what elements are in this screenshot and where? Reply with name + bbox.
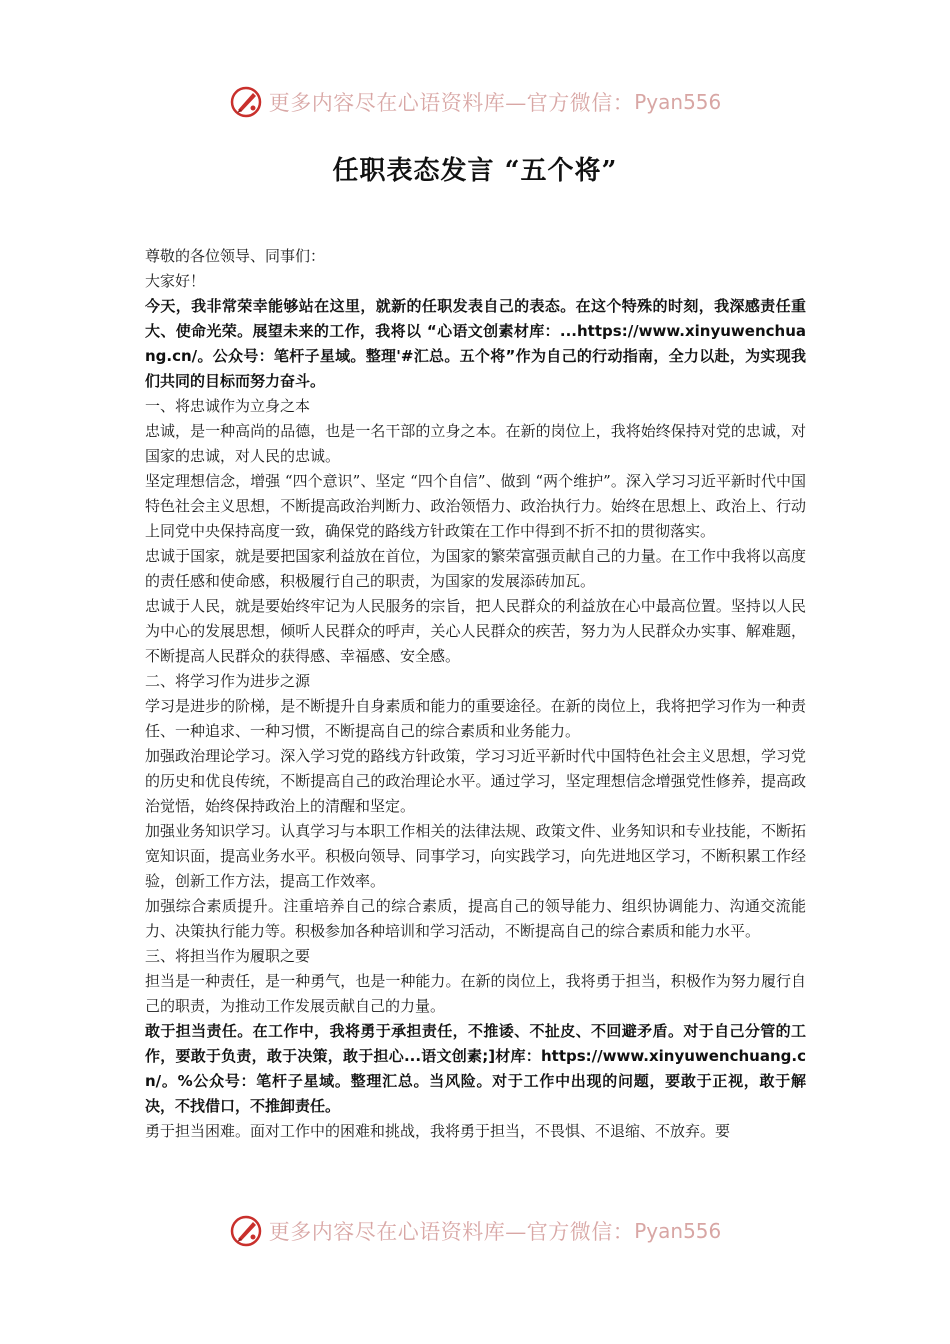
paragraph: 忠诚于国家，就是要把国家利益放在首位，为国家的繁荣富强贡献自己的力量。在工作中我将以高度的责任感和使命感，积极履行自己的职责，为国家的发展添砖加瓦。 xyxy=(145,547,806,590)
section-heading-2: 二、将学习作为进步之源 xyxy=(145,672,311,690)
paragraph: 勇于担当困难。面对工作中的困难和挑战，我将勇于担当，不畏惧、不退缩、不放弃。要 xyxy=(145,1122,731,1140)
paragraph: 加强政治理论学习。深入学习党的路线方针政策，学习习近平新时代中国特色社会主义思想，学习党的历史和优良传统，不断提高自己的政治理论水平。通过学习，坚定理想信念增强党性修养，提高政治觉悟，始终保持政治上的清醒和坚定。 xyxy=(145,747,806,815)
watermark-wechat-id: Pyan556 xyxy=(634,1219,722,1243)
section-heading-1: 一、将忠诚作为立身之本 xyxy=(145,397,311,415)
paragraph: 忠诚于人民，就是要始终牢记为人民服务的宗旨，把人民群众的利益放在心中最高位置。坚持以人民为中心的发展思想，倾听人民群众的呼声，关心人民群众的疾苦，努力为人民群众办实事、解难题，不断提高人民群众的获得感、幸福感、安全感。 xyxy=(145,597,806,665)
section-heading-3: 三、将担当作为履职之要 xyxy=(145,947,311,965)
document-title: 任职表态发言 “五个将” xyxy=(332,156,618,186)
quill-pen-logo-icon xyxy=(229,85,263,119)
watermark-banner-bottom xyxy=(0,1211,950,1251)
quill-pen-logo-icon xyxy=(229,1214,263,1248)
paragraph: 担当是一种责任，是一种勇气，也是一种能力。在新的岗位上，我将勇于担当，积极作为努力履行自己的职责，为推动工作发展贡献自己的力量。 xyxy=(145,972,806,1015)
paragraph: 忠诚，是一种高尚的品德，也是一名干部的立身之本。在新的岗位上，我将始终保持对党的忠诚，对国家的忠诚，对人民的忠诚。 xyxy=(145,422,806,465)
paragraph: 加强业务知识学习。认真学习与本职工作相关的法律法规、政策文件、业务知识和专业技能，不断拓宽知识面，提高业务水平。积极向领导、同事学习，向实践学习，向先进地区学习，不断积累工作经验，创新工作方法，提高工作效率。 xyxy=(145,822,806,890)
watermark-text: 更多内容尽在心语资料库—官方微信： xyxy=(268,91,635,115)
document-body xyxy=(145,244,806,1144)
watermark-wechat-id: Pyan556 xyxy=(634,90,722,114)
greeting: 大家好！ xyxy=(145,272,206,290)
paragraph: 加强综合素质提升。注重培养自己的综合素质，提高自己的领导能力、组织协调能力、沟通交流能力、决策执行能力等。积极参加各种培训和学习活动，不断提高自己的综合素质和能力水平。 xyxy=(145,897,806,940)
watermark-text: 更多内容尽在心语资料库—官方微信： xyxy=(268,1220,635,1244)
paragraph: 学习是进步的阶梯，是不断提升自身素质和能力的重要途径。在新的岗位上，我将把学习作为一种责任、一种追求、一种习惯，不断提高自己的综合素质和业务能力。 xyxy=(145,697,806,740)
salutation: 尊敬的各位领导、同事们： xyxy=(145,247,326,265)
paragraph: 敢于担当责任。在工作中，我将勇于承担责任，不推诿、不扯皮、不回避矛盾。对于自己分管的工作，要敢于负责，敢于决策，敢于担心...语文创素;]材库：https://www.xinyuwenchuang.cn/。%公众号：笔杆子星域。整理汇总。当风险。对于工作中出现的问题，要敢于正视，敢于解决，不找借口，不推卸责任。 xyxy=(145,1022,806,1115)
opening-paragraph: 今天，我非常荣幸能够站在这里，就新的任职发表自己的表态。在这个特殊的时刻，我深感责任重大、使命光荣。展望未来的工作，我将以 “心语文创素材库：...https://www.xinyuwenchuang.cn/。公众号：笔杆子星域。整理'#汇总。五个将”作为自己的行动指南，全力以赴，为实现我们共同的目标而努力奋斗。 xyxy=(145,297,806,390)
paragraph: 坚定理想信念，增强 “四个意识”、坚定 “四个自信”、做到 “两个维护”。深入学习习近平新时代中国特色社会主义思想，不断提高政治判断力、政治领悟力、政治执行力。始终在思想上、政治上、行动上同党中央保持高度一致，确保党的路线方针政策在工作中得到不折不扣的贯彻落实。 xyxy=(145,472,806,540)
watermark-banner-top xyxy=(0,82,950,122)
